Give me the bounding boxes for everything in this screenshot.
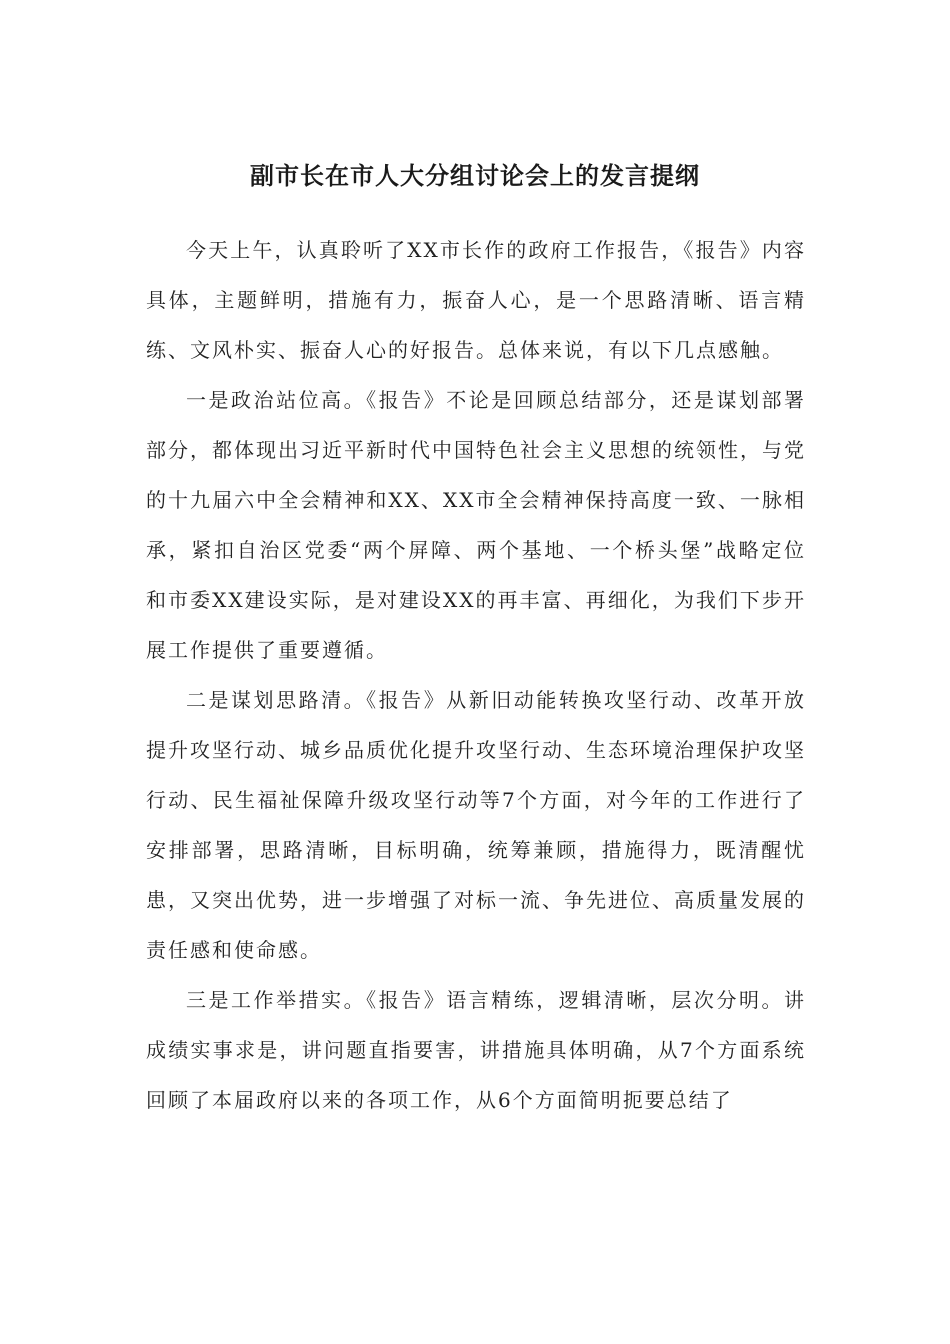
paragraph-planning: 二是谋划思路清。《报告》从新旧动能转换攻坚行动、改革开放提升攻坚行动、城乡品质优化提升攻坚行动、生态环境治理保护攻坚行动、民生福祉保障升级攻坚行动等7个方面，对今年的工作进行了安排部署，思路清晰，目标明确，统筹兼顾，措施得力，既清醒忧患，又突出优势，进一步增强了对标一流、争先进位、高质量发展的责任感和使命感。 <box>146 688 806 962</box>
paragraph-measures: 三是工作举措实。《报告》语言精练，逻辑清晰，层次分明。讲成绩实事求是，讲问题直指要害，讲措施具体明确，从7个方面系统回顾了本届政府以来的各项工作，从6个方面简明扼要总结了 <box>146 988 806 1112</box>
paragraph-political-stance: 一是政治站位高。《报告》不论是回顾总结部分，还是谋划部署部分，都体现出习近平新时代中国特色社会主义思想的统领性，与党的十九届六中全会精神和XX、XX市全会精神保持高度一致、一脉相承，紧扣自治区党委“两个屏障、两个基地、一个桥头堡”战略定位和市委XX建设实际，是对建设XX的再丰富、再细化，为我们下步开展工作提供了重要遵循。 <box>146 388 806 662</box>
paragraph-intro: 今天上午，认真聆听了XX市长作的政府工作报告，《报告》内容具体，主题鲜明，措施有力，振奋人心，是一个思路清晰、语言精练、文风朴实、振奋人心的好报告。总体来说，有以下几点感触。 <box>146 238 806 362</box>
document-title: 副市长在市人大分组讨论会上的发言提纲 <box>250 162 700 190</box>
document-body <box>146 225 806 1125</box>
